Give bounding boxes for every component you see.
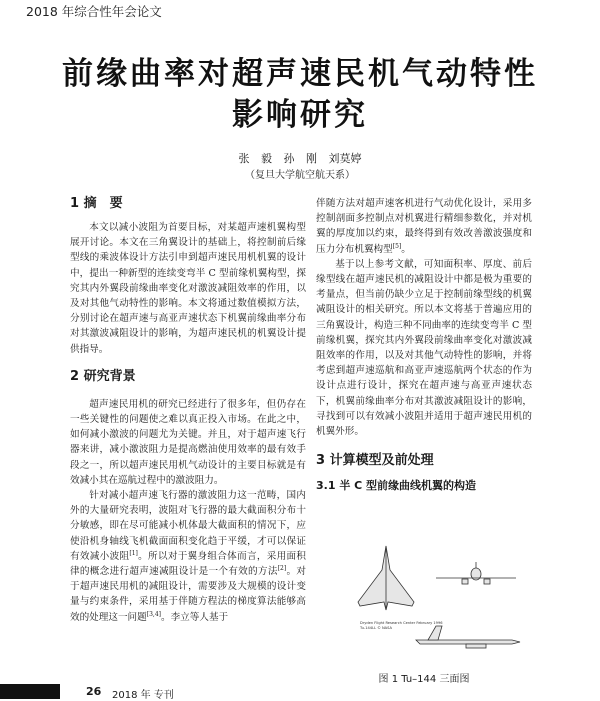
front-view	[436, 562, 516, 584]
paper-title-line2: 影响研究	[232, 97, 368, 133]
citation-5: [5]	[392, 242, 402, 250]
aircraft-three-view-figure	[316, 540, 532, 660]
background-paragraph-2: 针对减小超声速飞行器的激波阻力这一范畴，国内外的大量研究表明，波阻对飞行器的最大截面积分布十分敏感，即在尽可能减小机体最大截面积的情况下，应使沿机身轴线飞机截面面积变化趋于平缓，才可以保证有效减小波阻[1]。所以对于翼身组合体而言，采用面积律的概念进行超声速减阻设计是一个有效的方法[2]。对于超声速民用机的减阻设计，需要涉及大规模的设计变量与约束条件，采用基于伴随方程法的梯度算法能够高效的处理这一问题[3,4]。李立等人基于	[70, 490, 307, 623]
figure-caption: 图 1 Tu–144 三面图	[378, 674, 470, 685]
citation-2: [2]	[277, 564, 287, 572]
abstract-heading: 1 摘 要	[70, 196, 123, 211]
journal-header: 2018 年综合性年会论文	[26, 4, 162, 19]
footer-block	[0, 684, 60, 699]
right-column	[316, 196, 532, 493]
issue-label: 2018 年 专刊	[112, 690, 174, 701]
model-heading: 3 计算模型及前处理	[316, 453, 434, 469]
figure-label-2: Tu-144LL © NASA	[360, 626, 392, 630]
citation-1: [1]	[129, 549, 138, 557]
figure-label-1: Dryden Flight Research Center February 1996	[360, 621, 443, 625]
subsection-heading: 3.1 半 C 型前缘曲线机翼的构造	[316, 479, 477, 493]
right-paragraph-1: 伴随方法对超声速客机进行气动优化设计，采用多控制剖面多控制点对机翼进行精细参数化，并对机翼的厚度加以约束，最终得到有效改善激波强度和压力分布机翼构型[5]。	[316, 198, 532, 255]
paper-title-line1: 前缘曲率对超声速民机气动特性	[62, 56, 538, 92]
abstract-text: 本文以减小波阻为首要目标，对某超声速机翼构型展开讨论。本文在三角翼设计的基础上，将控制前后缘型线的乘波体设计方法引申到超声速民用机机翼的设计中，提出一种新型的连续变弯半 C 型前缘机翼构型，探究其内外翼段前缘曲率变化对激波减阻效率的作用，以及对其他气动特性的影响。本文将通过数值模拟方法，分别讨论在超声速与高亚声速状态下机翼前缘曲率分布对其激波减阻设计的影响，为超声速民机的机翼设计提供指导。	[70, 222, 306, 355]
planform-view	[358, 546, 414, 610]
background-paragraph-1: 超声速民用机的研究已经进行了很多年，但仍存在一些关键性的问题使之难以真正投入市场。在此之中，如何减小激波的问题尤为关键。并且，对于超声速飞行器来讲，减小激波阻力是提高燃油使用效率的最有效手段之一，所以超声速民用机气动设计的主要目标就是有效减小其在巡航过程中的激波阻力。	[70, 398, 306, 486]
affiliation: （复旦大学航空航天系）	[245, 170, 355, 181]
side-view	[416, 626, 520, 648]
citation-3: [3,4]	[146, 610, 161, 618]
page-number: 26	[86, 685, 102, 698]
right-paragraph-2: 基于以上参考文献，可知面积率、厚度、前后缘型线在超声速民机的减阻设计中都是极为重要的考量点，但当前仍缺少立足于控制前缘型线的机翼减阻设计的相关研究。所以本文将基于普遍应用的三角翼设计，构造三种不同曲率的连续变弯半 C 型前缘机翼，探究其内外翼段前缘曲率变化对激波减阻效率的作用，以及对其他气动特性的影响，并将考虑到超声速巡航和高亚声速巡航两个状态的作为设计点进行设计，探究在超声速与高亚声速状态下，机翼前缘曲率分布对其激波减阻设计的影响，寻找到可以有效减小波阻并适用于超声速民用机的机翼外形。	[316, 258, 532, 438]
background-heading: 2 研究背景	[70, 368, 136, 384]
left-column	[70, 196, 306, 625]
authors: 张 毅 孙 刚 刘莫婷	[238, 152, 362, 165]
